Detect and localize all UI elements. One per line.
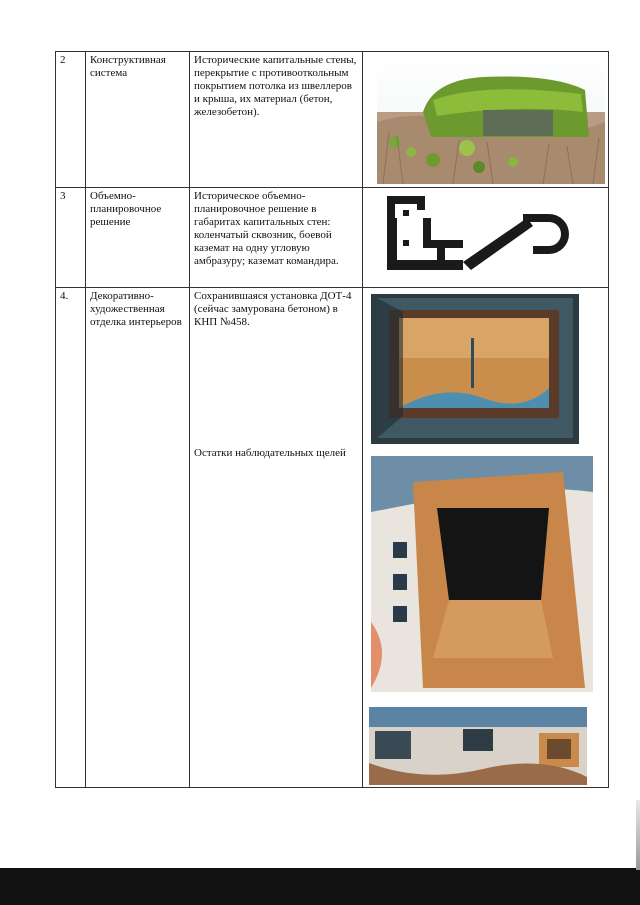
- spacer: [194, 329, 358, 447]
- photo-cell: [363, 52, 609, 188]
- table-row: [56, 288, 609, 788]
- table-row: [56, 188, 609, 288]
- embrasure-frame-photo: [363, 288, 609, 448]
- row-name: Декоративно-художественная отделка интерьеров: [86, 288, 190, 788]
- row-description: Исторические капитальные стены, перекрытие с противооткольным покрытием потолка из швеллеров и крыша, их материал (бетон, железобетон).: [190, 52, 363, 188]
- photos-cell: [363, 288, 609, 788]
- table-row: [56, 52, 609, 188]
- heritage-table: [55, 51, 609, 788]
- row-name: Конструктивная система: [86, 52, 190, 188]
- row-name: Объемно-планировочное решение: [86, 188, 190, 288]
- row-number: 4.: [56, 288, 86, 788]
- scan-shadow-bottom: [0, 868, 640, 905]
- row-number: 3: [56, 188, 86, 288]
- row-description-secondary: Остатки наблюдательных щелей: [194, 447, 346, 459]
- row-number: 2: [56, 52, 86, 188]
- floor-plan-drawing: [363, 188, 609, 286]
- mossy-bunker-photo: [363, 52, 609, 186]
- plan-cell: [363, 188, 609, 288]
- row-description: [190, 288, 363, 788]
- observation-slit-photo: [363, 452, 609, 697]
- row-description-main: Сохранившаяся установка ДОТ-4 (сейчас замурована бетоном) в КНП №458.: [194, 290, 352, 328]
- slit-panorama-photo: [363, 703, 609, 787]
- scan-shadow-right: [636, 800, 640, 870]
- row-description: Историческое объемно-планировочное решение в габаритах капитальных стен: коленчатый сквозник, боевой каземат на одну угловую амбразуру; каземат командира.: [190, 188, 363, 288]
